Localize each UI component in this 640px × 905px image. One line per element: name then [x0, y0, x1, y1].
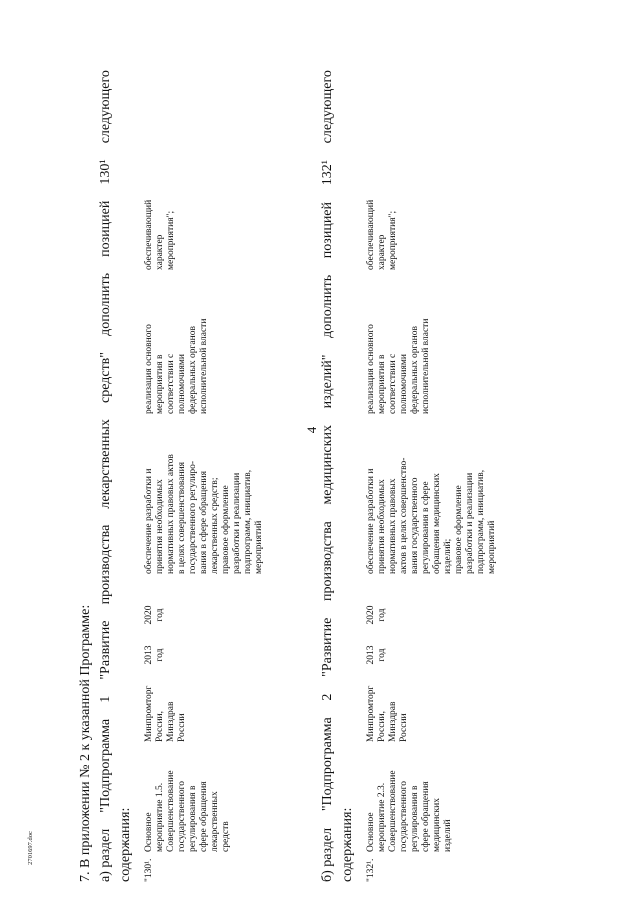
subsection-b-word: дополнить — [320, 274, 335, 338]
subsection-a-word: 130¹ — [98, 159, 113, 185]
subsection-b-word: 2 — [320, 693, 335, 701]
row-executors: Минпромторг России, Минздрав России — [366, 685, 409, 742]
subsection-a-word: средств" — [98, 351, 113, 404]
subsection-b-word: производства — [320, 521, 335, 601]
row-end-year: 2020 год — [144, 605, 165, 625]
row-expected-result: обеспечение разработки и принятия необходимых нормативных правовых актов в целях совершенство- вания государственного регулирования в сфере обращения медицинских изделий; правовое оформление разработки и реализации подпрограмм, инициатив, мероприятий — [366, 457, 497, 574]
row-start-year: 2013 год — [366, 645, 387, 665]
subsection-b-word: изделий" — [320, 354, 335, 409]
row-implementation: реализация основного мероприятия в соответствии с полномочиями федеральных органов исполнительной власти — [144, 318, 209, 414]
subsection-a-word: следующего — [98, 70, 113, 144]
subsection-b-word: б) раздел — [320, 827, 335, 882]
row-end-year: 2020 год — [366, 605, 387, 625]
row-activity-name: Основное мероприятие 2.3. Совершенствование государственного регулирования в сфере обращения медицинских изделий — [366, 770, 453, 852]
subsection-b-word: медицинских — [320, 425, 335, 505]
row-executors: Минпромторг России, Минздрав России — [144, 685, 187, 742]
subsection-b-heading — [320, 70, 336, 882]
document-filename: 2701697.doc — [27, 831, 34, 865]
subsection-a-word: дополнить — [98, 272, 113, 336]
subsection-a-word: "Подпрограмма — [98, 718, 113, 813]
subsection-a-word: лекарственных — [98, 419, 113, 509]
subsection-b-word: "Развитие — [320, 617, 335, 677]
row-expected-result: обеспечение разработки и принятия необходимых нормативных правовых актов в целях совершенствования государственного регулиро- вания в сфере обращения лекарственных средств; правовое оформление разработки и реализации подпрограмм, инициатив, мероприятий — [144, 454, 264, 574]
page-number: 4 — [304, 426, 319, 434]
row-note: обеспечивающий характер мероприятия"; — [144, 199, 176, 270]
subsection-b-word: 132¹ — [320, 160, 335, 186]
row-start-year: 2013 год — [144, 645, 165, 665]
subsection-a-tail: содержания: — [118, 807, 133, 882]
subsection-a-word: 1 — [98, 695, 113, 703]
row-note: обеспечивающий характер мероприятия"; — [366, 199, 398, 270]
section-heading: 7. В приложении № 2 к указанной Программе: — [78, 604, 93, 882]
subsection-a-heading — [98, 70, 114, 882]
subsection-b-tail: содержания: — [340, 807, 355, 882]
document-body — [72, 22, 497, 882]
row-activity-name: Основное мероприятие 1.5. Совершенствование государственного регулирования в сфере обращения лекарственных средств — [144, 770, 231, 852]
row-number: "130¹. — [144, 858, 154, 882]
subsection-a-word: позицией — [98, 200, 113, 257]
subsection-a-word: производства — [98, 524, 113, 605]
row-implementation: реализация основного мероприятия в соответствии с полномочиями федеральных органов исполнительной власти — [366, 318, 431, 414]
row-number: "132¹. — [366, 858, 376, 882]
subsection-b-word: позицией — [320, 201, 335, 259]
subsection-b-word: "Подпрограмма — [320, 717, 335, 812]
subsection-b-word: следующего — [320, 70, 335, 144]
subsection-a-word: "Развитие — [98, 620, 113, 680]
subsection-a-word: а) раздел — [98, 828, 113, 882]
